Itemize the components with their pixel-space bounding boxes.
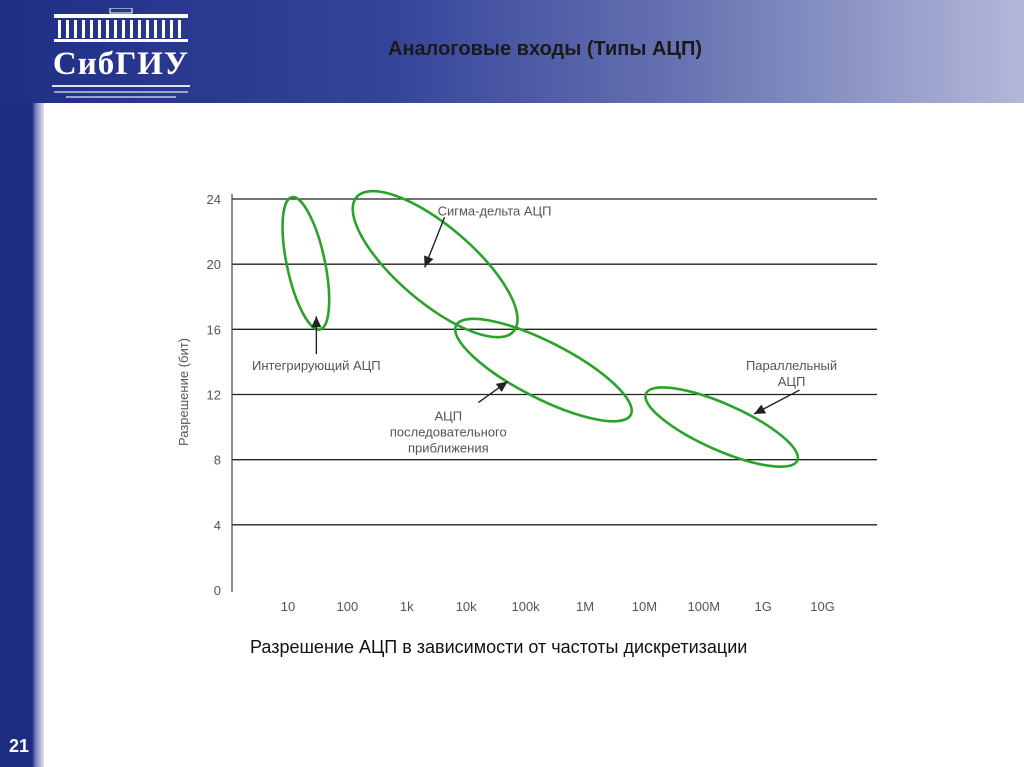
y-tick-label: 20 [206,257,221,273]
x-tick-label: 10k [455,599,477,614]
y-tick-label: 12 [206,387,221,403]
x-tick-label: 100k [511,599,540,614]
region-label-2 [390,409,507,456]
x-tick-label: 100 [336,599,359,614]
logo-text: СибГИУ [52,46,190,82]
region-label-3 [746,358,837,389]
x-tick-label: 1G [754,599,772,614]
region-label-line: Параллельный [745,358,838,374]
y-tick-label: 8 [213,452,221,468]
region-label-line: Интегрирующий АЦП [252,358,381,374]
region-label-1 [438,203,552,218]
y-tick-label: 0 [213,583,221,598]
region-ellipse-2 [443,300,643,439]
page-number: 21 [8,736,30,756]
region-label-0 [252,358,381,373]
x-tick-label: 10 [280,599,296,614]
x-tick-label: 1k [399,599,414,614]
region-label-line: АЦП [777,374,806,390]
region-arrow-head-2 [496,381,508,391]
region-label-line: Сигма-дельта АЦП [437,203,552,219]
region-label-line: АЦП [434,408,463,424]
region-ellipse-0 [273,193,338,333]
region-label-line: последовательного [389,424,507,440]
y-axis-label: Разрешение (бит) [176,337,191,447]
chart-caption: Разрешение АЦП в зависимости от частоты дискретизации [250,637,748,657]
region-arrow-head-0 [311,316,321,327]
y-tick-label: 24 [206,192,221,207]
slide-title: Аналоговые входы (Типы АЦП) [388,38,703,60]
y-tick-label: 16 [206,322,221,338]
x-tick-label: 100M [687,599,721,614]
x-tick-labels [281,599,835,614]
x-tick-label: 10G [810,599,835,614]
y-tick-label: 4 [213,517,221,533]
x-tick-label: 10M [631,599,658,614]
x-tick-label: 1M [575,599,595,614]
region-label-line: приближения [407,440,489,456]
y-tick-labels [207,192,221,598]
